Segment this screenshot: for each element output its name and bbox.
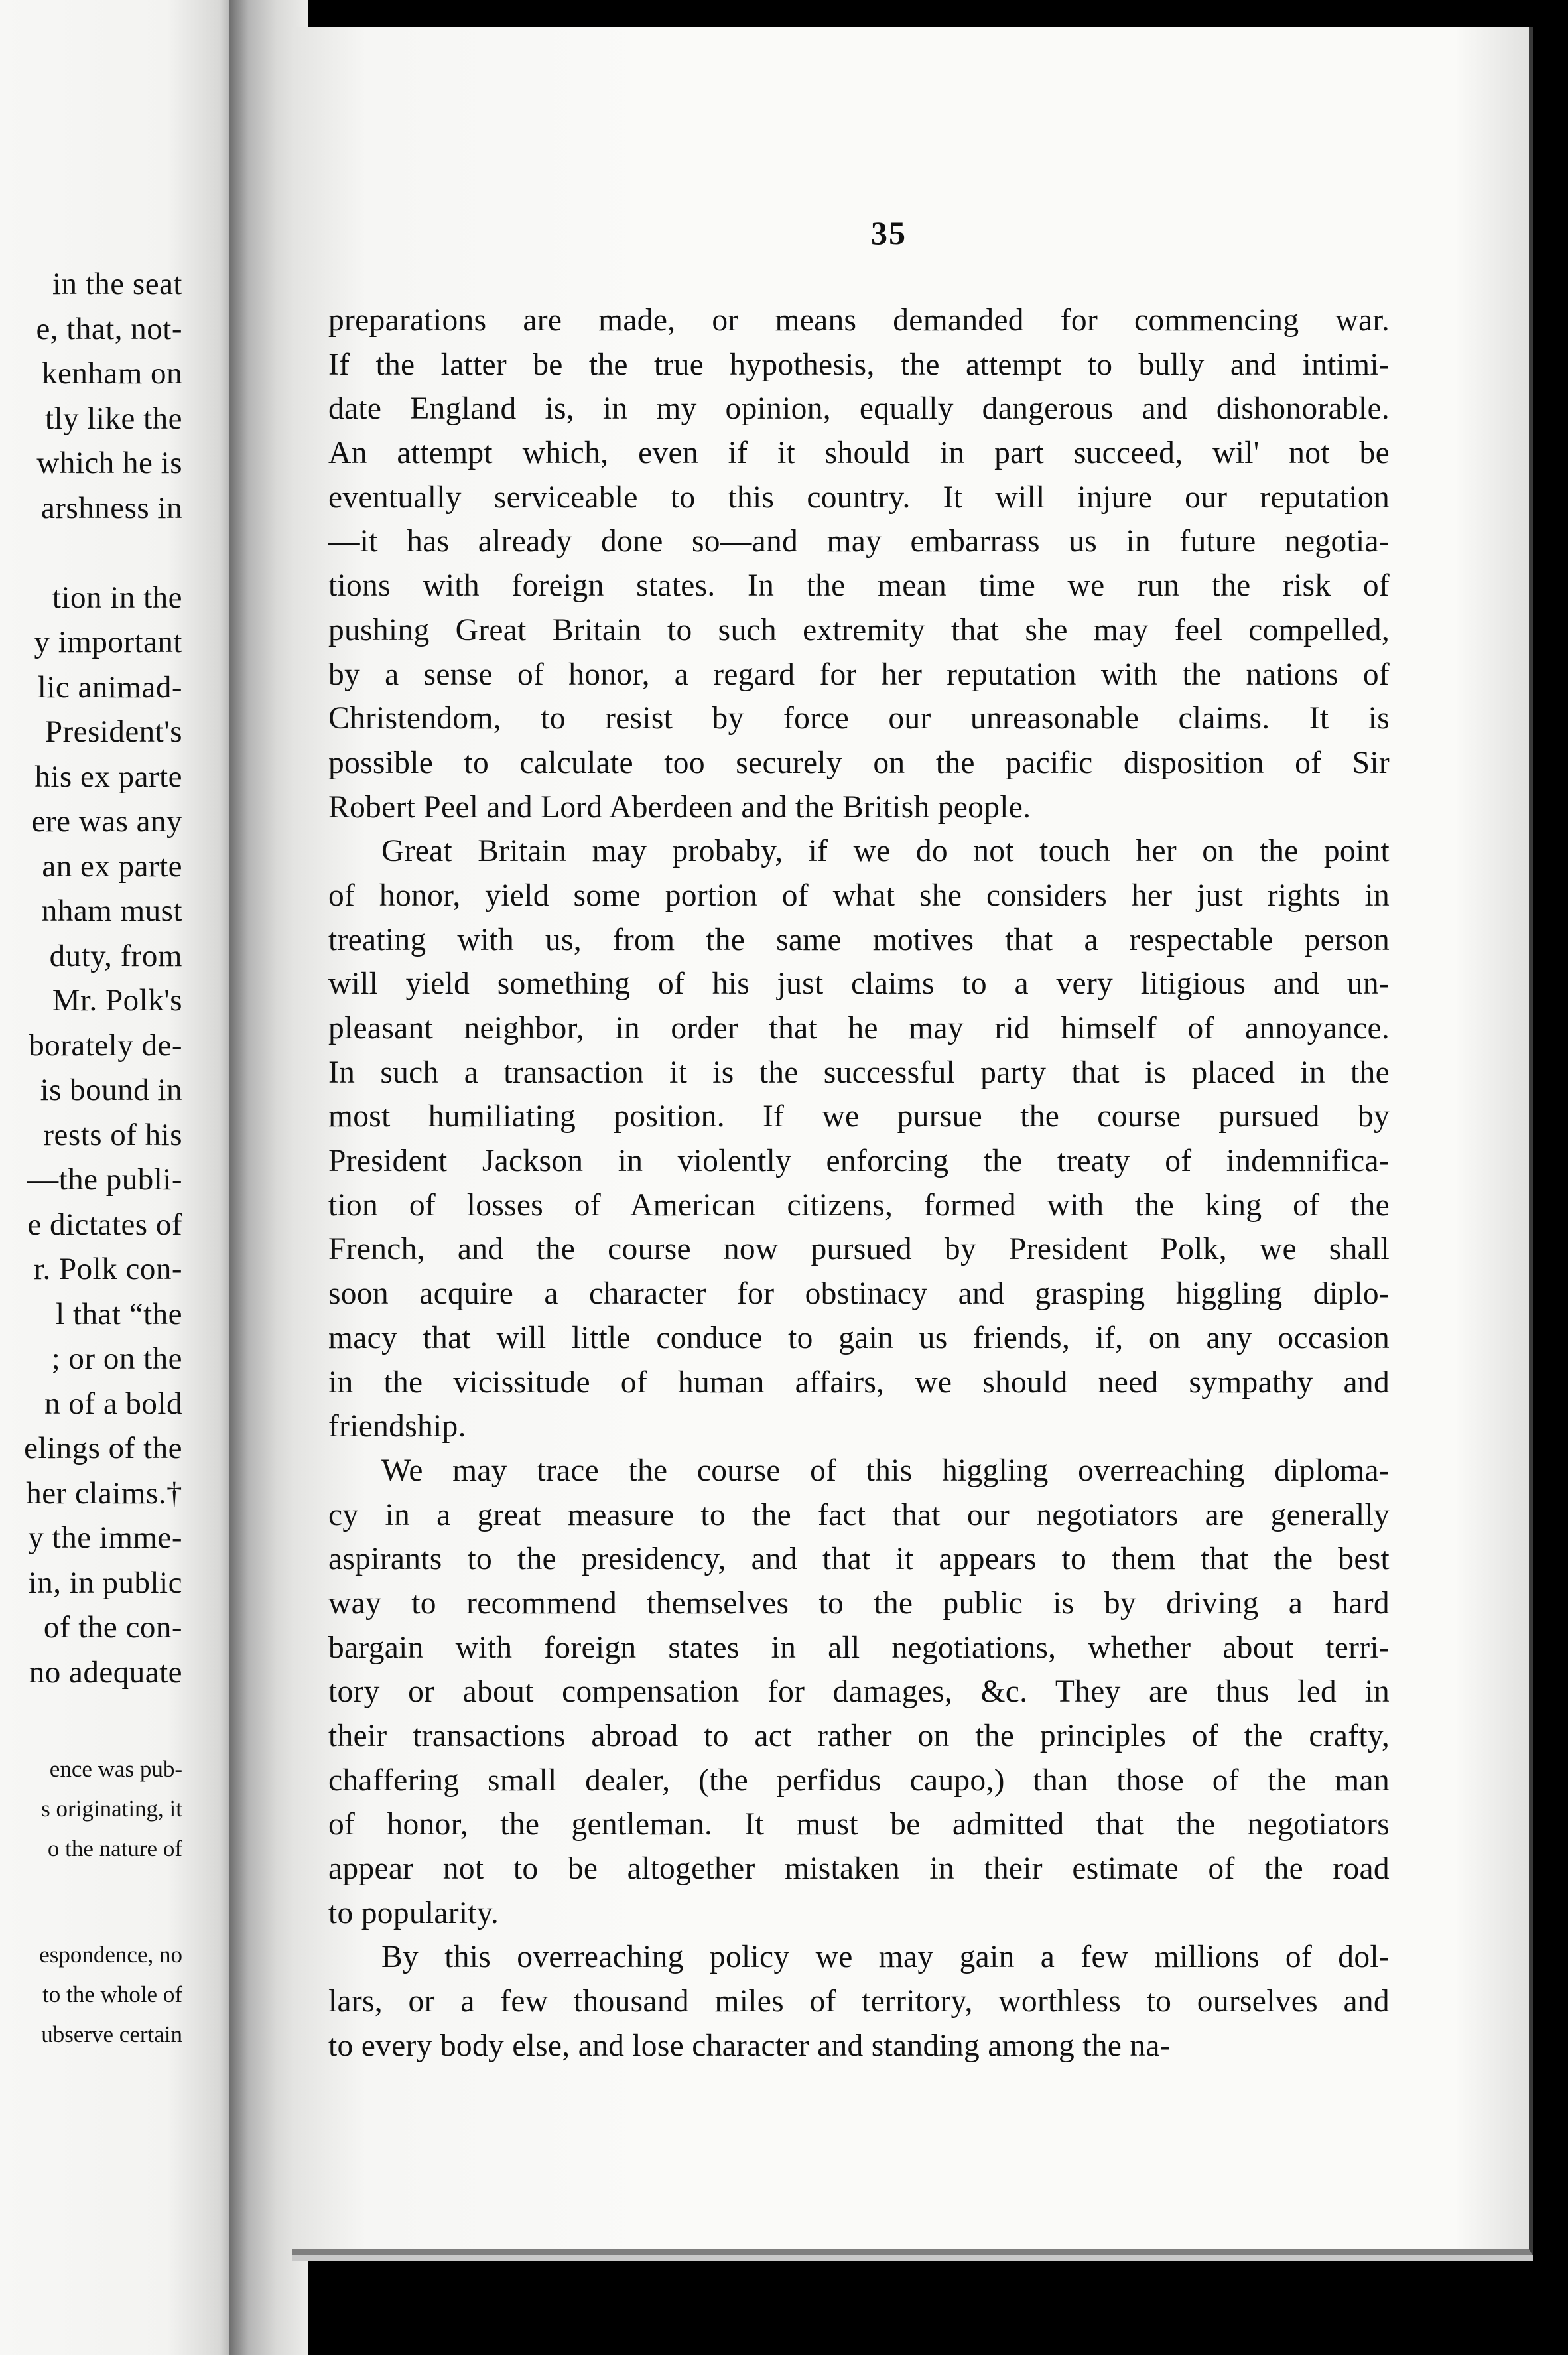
previous-page-line: n of a bold <box>44 1386 182 1421</box>
text-line: appear not to be altogether mistaken in their estimate of the road <box>328 1851 1390 1887</box>
text-line: bargain with foreign states in all negotiations, whether about terri- <box>328 1630 1390 1665</box>
text-line: By this overreaching policy we may gain a few millions of dol- <box>381 1940 1390 1975</box>
previous-page-line: Mr. Polk's <box>52 983 182 1018</box>
text-line: of honor, yield some portion of what she considers her just rights in <box>328 878 1390 913</box>
paragraph <box>328 1935 1390 2068</box>
text-line: tion of losses of American citizens, formed with the king of the <box>328 1187 1390 1223</box>
text-line: We may trace the course of this higgling overreaching diploma- <box>381 1453 1390 1488</box>
text-line: —it has already done so—and may embarrass us in future negotia- <box>328 524 1390 559</box>
previous-page-line: r. Polk con- <box>33 1252 182 1286</box>
previous-page-line: duty, from <box>49 938 182 973</box>
text-line: aspirants to the presidency, and that it appears to them that the best <box>328 1542 1390 1577</box>
previous-page-footnote-line: o the nature of <box>47 1836 182 1861</box>
previous-page-line: lic animad- <box>37 669 182 705</box>
previous-page-line <box>0 531 182 576</box>
previous-page-line: her claims.† <box>26 1475 182 1511</box>
previous-page-line: kenham on <box>41 356 182 391</box>
text-line: Christendom, to resist by force our unreasonable claims. It is <box>328 701 1390 736</box>
text-line: possible to calculate too securely on the pacific disposition of Sir <box>328 745 1390 780</box>
text-line: cy in a great measure to the fact that our negotiators are generally <box>328 1497 1390 1532</box>
text-line: macy that will little conduce to gain us friends, if, on any occasion <box>328 1320 1390 1355</box>
previous-page-line: which he is <box>36 446 182 480</box>
previous-page-line: ; or on the <box>51 1341 182 1376</box>
previous-page-line: arshness in <box>40 490 182 525</box>
previous-page-line: in, in public <box>28 1565 182 1600</box>
text-line: treating with us, from the same motives that a respectable person <box>328 922 1390 957</box>
text-line: friendship. <box>328 1409 466 1444</box>
text-line: In such a transaction it is the successful party that is placed in the <box>328 1055 1390 1090</box>
text-line: preparations are made, or means demanded for commencing war. <box>328 303 1390 338</box>
previous-page-line: ere was any <box>31 804 182 839</box>
previous-page-footnote-line: to the whole of <box>42 1982 182 2007</box>
text-line: tory or about compensation for damages, &c. They are thus led in <box>328 1674 1390 1710</box>
previous-page-line: l that “the <box>56 1296 182 1331</box>
previous-page-line: rests of his <box>43 1117 182 1152</box>
text-line: most humiliating position. If we pursue the course pursued by <box>328 1099 1390 1134</box>
paragraph <box>328 829 1390 1449</box>
previous-page-line: y important <box>34 625 182 659</box>
text-line: eventually serviceable to this country. It will injure our reputation <box>328 480 1390 515</box>
previous-page-line: y the imme- <box>28 1520 182 1555</box>
text-line: pushing Great Britain to such extremity that she may feel compelled, <box>328 612 1390 647</box>
text-line: French, and the course now pursued by President Polk, we shall <box>328 1232 1390 1267</box>
text-line: President Jackson in violently enforcing the treaty of indemnifica- <box>328 1144 1390 1179</box>
text-line: to every body else, and lose character and standing among the na- <box>328 2028 1171 2063</box>
previous-page-footnote-line: s originating, it <box>41 1796 182 1822</box>
previous-page-footnote-line: ence was pub- <box>49 1756 182 1782</box>
previous-page-line: nham must <box>41 894 182 928</box>
text-line: tions with foreign states. In the mean time we run the risk of <box>328 569 1390 604</box>
paragraph <box>328 299 1390 829</box>
previous-page-line: tly like the <box>44 401 182 436</box>
text-line: will yield something of his just claims to a very litigious and un- <box>328 967 1390 1002</box>
text-line: in the vicissitude of human affairs, we should need sympathy and <box>328 1365 1390 1400</box>
current-page <box>292 27 1533 2255</box>
text-line: If the latter be the true hypothesis, the attempt to bully and intimi- <box>328 347 1390 382</box>
previous-page-line: elings of the <box>24 1431 182 1465</box>
previous-page-line: e dictates of <box>27 1207 182 1242</box>
previous-page-line: an ex parte <box>42 848 182 884</box>
text-line: chaffering small dealer, (the perfidus caupo,) than those of the man <box>328 1763 1390 1798</box>
previous-page-text <box>0 262 182 1695</box>
text-line: date England is, in my opinion, equally dangerous and dishonorable. <box>328 391 1390 427</box>
previous-page-footnote-line: ubserve certain <box>41 2021 182 2047</box>
page-body-text <box>328 299 1390 2068</box>
previous-page-line: of the con- <box>43 1610 182 1645</box>
previous-page-line: is bound in <box>40 1073 182 1107</box>
text-line: An attempt which, even if it should in part succeed, wil' not be <box>328 436 1390 471</box>
previous-page-line: —the publi- <box>27 1162 182 1197</box>
previous-page-footnote-line: espondence, no <box>39 1942 182 1968</box>
previous-page-line: in the seat <box>52 267 182 301</box>
text-line: soon acquire a character for obstinacy and grasping higgling diplo- <box>328 1276 1390 1312</box>
page-number: 35 <box>871 214 907 251</box>
previous-page-line: no adequate <box>29 1654 182 1690</box>
previous-page-line: President's <box>44 714 182 749</box>
previous-page-line: tion in the <box>52 580 182 615</box>
text-line: Robert Peel and Lord Aberdeen and the British people. <box>328 789 1031 825</box>
text-line: pleasant neighbor, in order that he may rid himself of annoyance. <box>328 1011 1390 1045</box>
text-line: their transactions abroad to act rather on the principles of the crafty, <box>328 1719 1390 1753</box>
text-line: to popularity. <box>328 1895 499 1930</box>
previous-page-line: borately de- <box>29 1028 182 1063</box>
text-line: Great Britain may probaby, if we do not touch her on the point <box>381 834 1390 869</box>
text-line: by a sense of honor, a regard for her reputation with the nations of <box>328 657 1390 692</box>
previous-page <box>0 0 239 2355</box>
paragraph <box>328 1449 1390 1936</box>
text-line: way to recommend themselves to the public is by driving a hard <box>328 1585 1390 1621</box>
text-line: of honor, the gentleman. It must be admitted that the negotiators <box>328 1807 1390 1842</box>
previous-page-line: his ex parte <box>34 759 182 794</box>
text-line: lars, or a few thousand miles of territory, worthless to ourselves and <box>328 1984 1390 2019</box>
previous-page-line: e, that, not- <box>36 311 182 346</box>
previous-page-footnotes <box>0 1749 182 2054</box>
